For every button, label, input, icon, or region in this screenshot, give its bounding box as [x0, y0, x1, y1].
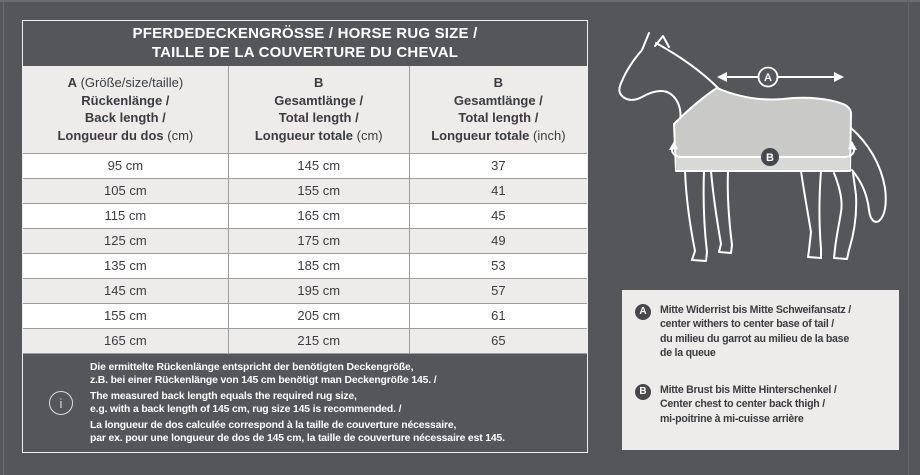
table-title-line2: TAILLE DE LA COUVERTURE DU CHEVAL: [151, 43, 459, 61]
table-cell: 215 cm: [228, 329, 409, 353]
marker-a-icon: A: [635, 304, 651, 320]
table-cell: 105 cm: [104, 183, 147, 198]
table-header-row: [23, 66, 587, 153]
table-cell: 145 cm: [104, 283, 147, 298]
table-cell: 205 cm: [228, 304, 409, 328]
legend-line: Center chest to center back thigh /: [660, 398, 825, 411]
legend-line: center withers to center base of tail /: [660, 318, 834, 331]
table-cell: 165 cm: [104, 333, 147, 348]
table-body: [23, 153, 587, 353]
footnote-text: [90, 358, 505, 448]
table-cell: 175 cm: [228, 229, 409, 253]
marker-b-label: B: [766, 152, 774, 164]
footnote-line: par ex. pour une longueur de dos de 145 cm, la taille de couverture nécessaire est 145.: [90, 433, 505, 444]
legend-line: Mitte Widerrist bis Mitte Schweifansatz /: [660, 304, 851, 316]
measure-line-a: [717, 68, 844, 87]
column-header-1: A (Größe/size/taille) Rückenlänge / Back length / Longueur du dos (cm): [57, 75, 194, 143]
table-cell: 57: [409, 279, 587, 303]
info-icon-glyph: i: [59, 396, 63, 411]
table-cell: 115 cm: [104, 208, 147, 223]
table-cell: 61: [409, 304, 587, 328]
table-row: [23, 328, 587, 353]
table-cell: 37: [409, 154, 587, 178]
legend-item-a: [635, 303, 893, 360]
table-cell: 49: [409, 229, 587, 253]
frame-line-left: [3, 0, 4, 475]
footnote-line: La longueur de dos calculée correspond à la taille de couverture nécessaire,: [90, 420, 457, 431]
horse-neck-crest: [656, 43, 718, 88]
table-row: [23, 178, 587, 203]
table-cell: 41: [409, 179, 587, 203]
footnote-paragraph: [90, 361, 505, 387]
horse-measurement-diagram: [600, 0, 920, 290]
legend-line: du milieu du garrot au milieu de la base: [660, 332, 849, 345]
footnote-paragraph: [90, 419, 505, 445]
table-cell: 65: [409, 329, 587, 353]
legend-text-b: [660, 383, 837, 426]
legend-line: mi-poitrine à mi-cuisse arrière: [660, 412, 804, 425]
footnote-line: e.g. with a back length of 145 cm, rug size 145 is recommended. /: [90, 404, 402, 415]
table-title-line1: PFERDEDECKENGRÖSSE / HORSE RUG SIZE /: [132, 25, 478, 42]
measure-a-arrowhead-right: [834, 72, 844, 82]
legend-text-a: [660, 303, 851, 360]
measurement-legend: [622, 290, 899, 450]
table-row: [23, 153, 587, 178]
horse-front-leg-1: [685, 171, 707, 261]
column-header-3: B Gesamtlänge / Total length / Longueur totale (inch): [409, 66, 587, 153]
table-cell: 45: [409, 204, 587, 228]
horse-front-leg-2: [711, 171, 732, 253]
table-cell: 53: [409, 254, 587, 278]
legend-line: Mitte Brust bis Mitte Hinterschenkel /: [660, 384, 837, 397]
footnote-paragraph: [90, 390, 505, 416]
table-row: [23, 253, 587, 278]
table-cell: 125 cm: [104, 233, 147, 248]
table-cell: 155 cm: [104, 308, 147, 323]
table-title: [23, 21, 587, 66]
column-header-2: B Gesamtlänge / Total length / Longueur totale (cm): [228, 66, 409, 153]
table-footnote: [23, 353, 587, 452]
marker-a-label: A: [764, 72, 772, 84]
horse-hind-leg-1: [801, 171, 821, 258]
table-cell: 195 cm: [228, 279, 409, 303]
legend-line: de la queue: [660, 346, 716, 359]
table-cell: 185 cm: [228, 254, 409, 278]
table-cell: 145 cm: [228, 154, 409, 178]
horse-hind-leg-2: [834, 173, 856, 259]
table-row: [23, 203, 587, 228]
footnote-line: Die ermittelte Rückenlänge entspricht der benötigten Deckengröße,: [90, 362, 414, 373]
table-cell: 95 cm: [107, 158, 144, 173]
table-cell: 135 cm: [104, 258, 147, 273]
table-cell: 155 cm: [228, 179, 409, 203]
horse-head-outline: [619, 33, 680, 122]
table-cell: 165 cm: [228, 204, 409, 228]
table-row: [23, 278, 587, 303]
marker-b: [761, 148, 779, 166]
table-row: [23, 303, 587, 328]
info-icon: [49, 391, 73, 415]
size-table: [22, 20, 588, 453]
footnote-line: The measured back length equals the required rug size,: [90, 391, 357, 402]
marker-b-icon: B: [635, 384, 651, 400]
legend-item-b: [635, 383, 893, 426]
table-row: [23, 228, 587, 253]
measure-a-arrowhead-left: [717, 72, 727, 82]
footnote-line: z.B. bei einer Rückenlänge von 145 cm benötigt man Deckengröße 145. /: [90, 375, 437, 386]
